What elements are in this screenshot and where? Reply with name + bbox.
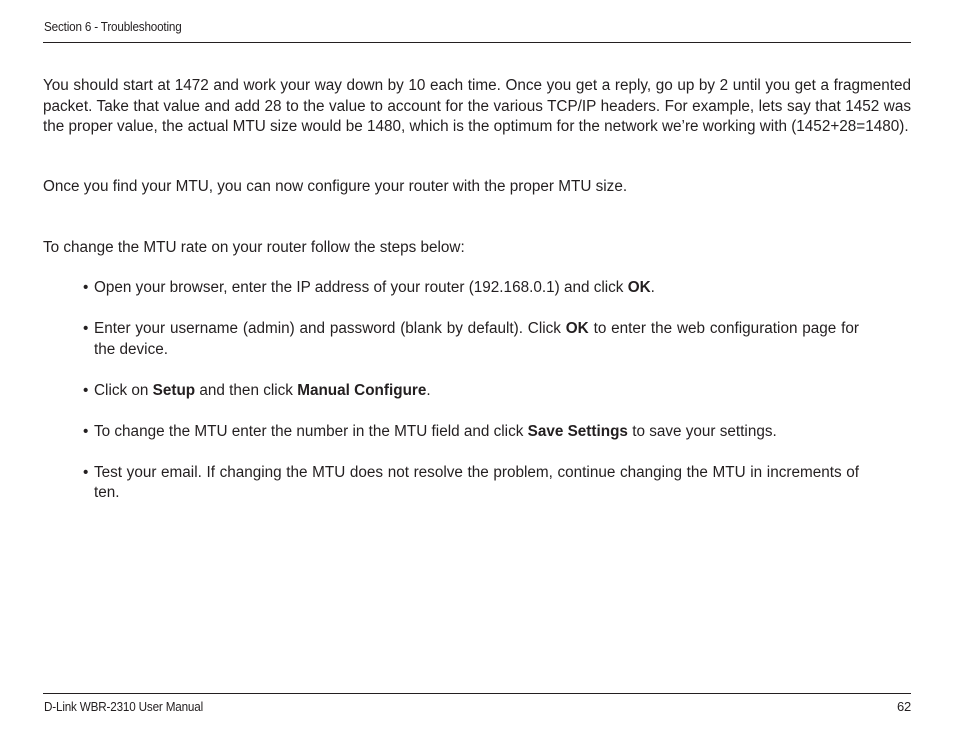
bullet-icon: •: [83, 463, 89, 481]
step-bold-text: Save Settings: [527, 422, 628, 440]
step-text: and then click: [195, 381, 298, 399]
list-item: [83, 319, 859, 360]
bullet-icon: •: [83, 381, 89, 399]
mtu-instructions-paragraph: You should start at 1472 and work your way down by 10 each time. Once you get a reply, go up by 2 until you get a fragmented packet. Take that value and add 28 to the value to account for the various TCP/IP headers. For example, lets say that 1452 was the proper value, the actual MTU size would be 1480, which is the optimum for the network we’re working with (1452+28=1480).: [43, 77, 911, 136]
step-bold-text: Setup: [152, 381, 196, 399]
list-item: [83, 463, 859, 504]
bullet-icon: •: [83, 279, 89, 296]
section-header: Section 6 - Troubleshooting: [44, 19, 182, 34]
steps-intro-paragraph: To change the MTU rate on your router follow the steps below:: [43, 239, 465, 256]
step-bold-text: OK: [565, 319, 589, 337]
step-text: .: [650, 279, 655, 296]
steps-list: [83, 278, 859, 524]
step-bold-text: OK: [627, 279, 651, 296]
bullet-icon: •: [83, 319, 89, 337]
step-text: Enter your username (admin) and password (blank by default). Click: [94, 319, 566, 337]
bullet-icon: •: [83, 422, 89, 440]
step-text: Test your email. If changing the MTU does not resolve the problem, continue changing the MTU in increments of ten.: [94, 463, 859, 502]
manual-title: D-Link WBR-2310 User Manual: [44, 699, 204, 714]
list-item: [83, 278, 859, 299]
step-text: to enter the web configuration page for the device.: [94, 319, 860, 358]
step-text: to save your settings.: [627, 422, 777, 440]
step-text: Click on: [94, 381, 153, 399]
step-text: Open your browser, enter the IP address of your router (192.168.0.1) and click: [94, 279, 628, 296]
footer-divider: [43, 693, 911, 694]
step-text: .: [426, 381, 431, 399]
page-number: 62: [896, 699, 911, 714]
configure-router-paragraph: Once you find your MTU, you can now configure your router with the proper MTU size.: [43, 178, 628, 195]
step-bold-text: Manual Configure: [297, 381, 427, 399]
header-divider: [43, 42, 911, 43]
list-item: [83, 381, 859, 402]
step-text: To change the MTU enter the number in the MTU field and click: [94, 422, 528, 440]
list-item: [83, 422, 859, 443]
